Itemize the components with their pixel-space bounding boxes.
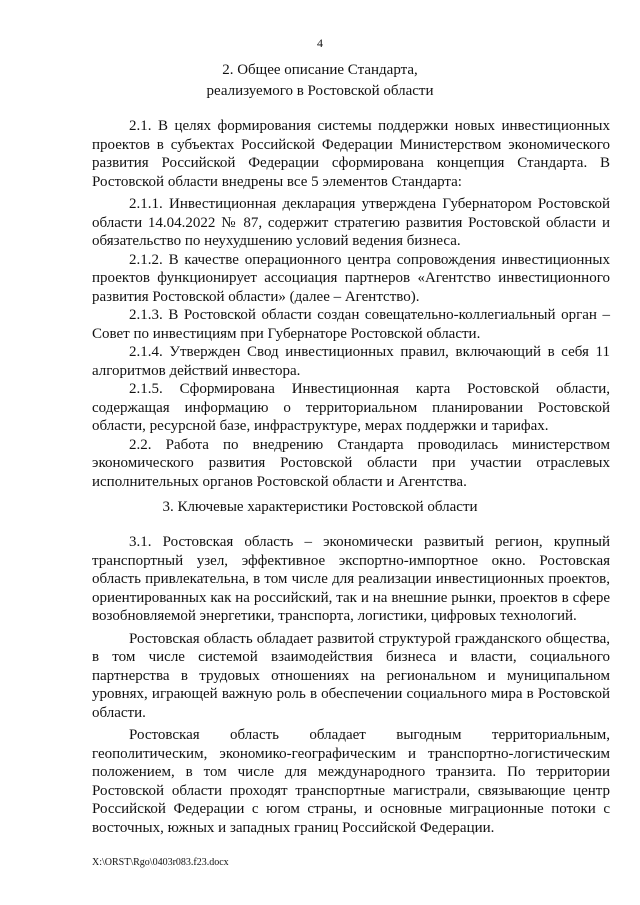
section-2-heading <box>60 60 580 102</box>
section-2-body <box>92 117 610 491</box>
section-3-heading: 3. Ключевые характеристики Ростовской области <box>162 499 478 515</box>
paragraph-2-1: 2.1. В целях формирования системы поддержки новых инвестиционных проектов в субъектах Российской Федерации Министерством экономического развития Российской Федерации сформирована концепция Стандарта. В Ростовской области внедрены все 5 элементов Стандарта: <box>92 118 610 190</box>
file-path-footer: X:\ORST\Rgo\0403r083.f23.docx <box>92 857 229 868</box>
section-3-body <box>92 533 610 841</box>
paragraph-3-geography: Ростовская область обладает выгодным территориальным, геополитическим, экономико-географическим и транспортно-логистическим положением, в том числе для международного транзита. По территории Ростовской области проходят транспортные магистрали, связывающие центр Российской Федерации с югом страны, и основные миграционные потоки с восточных, южных и западных границ Российской Федерации. <box>92 727 610 836</box>
paragraph-2-2: 2.2. Работа по внедрению Стандарта проводилась министерством экономического развития Ростовской области при участии отраслевых исполнительных органов Ростовской области и Агентства. <box>92 436 610 490</box>
paragraph-2-1-5: 2.1.5. Сформирована Инвестиционная карта Ростовской области, содержащая информацию о территориальном планировании Ростовской области, ресурсной базе, инфраструктуре, мерах поддержки и тарифах. <box>92 381 610 434</box>
paragraph-3-civil-society: Ростовская область обладает развитой структурой гражданского общества, в том числе системой взаимодействия бизнеса и власти, социального партнерства в трудовых отношениях на региональном и муниципальном уровнях, играющей важную роль в обеспечении социального мира в Ростовской области. <box>92 630 610 721</box>
paragraph-2-1-4: 2.1.4. Утвержден Свод инвестиционных правил, включающий в себя 11 алгоритмов действий инвестора. <box>92 344 610 379</box>
paragraph-2-1-1: 2.1.1. Инвестиционная декларация утверждена Губернатором Ростовской области 14.04.2022 № 87, содержит стратегию развития Ростовской области и обязательство по неухудшению условий ведения бизнеса. <box>92 196 610 249</box>
section-2-heading-line-2: реализуемого в Ростовской области <box>206 83 434 99</box>
paragraph-2-1-2: 2.1.2. В качестве операционного центра сопровождения инвестиционных проектов функционирует ассоциация партнеров «Агентство инвестиционного развития Ростовской области» (далее – Агентство). <box>92 251 610 305</box>
paragraph-3-1: 3.1. Ростовская область – экономически развитый регион, крупный транспортный узел, эффективное экспортно-импортное окно. Ростовская область привлекательна, в том числе для реализации инвестиционных проектов, ориентированных как на российский, так и на внешние рынки, проектов в сфере возобновляемой энергетики, транспорта, логистики, цифровых технологий. <box>92 534 610 624</box>
section-2-heading-line-1: 2. Общее описание Стандарта, <box>222 62 418 78</box>
page-number: 4 <box>317 36 323 50</box>
paragraph-2-1-3: 2.1.3. В Ростовской области создан совещательно-коллегиальный орган – Совет по инвестициям при Губернаторе Ростовской области. <box>92 307 610 342</box>
